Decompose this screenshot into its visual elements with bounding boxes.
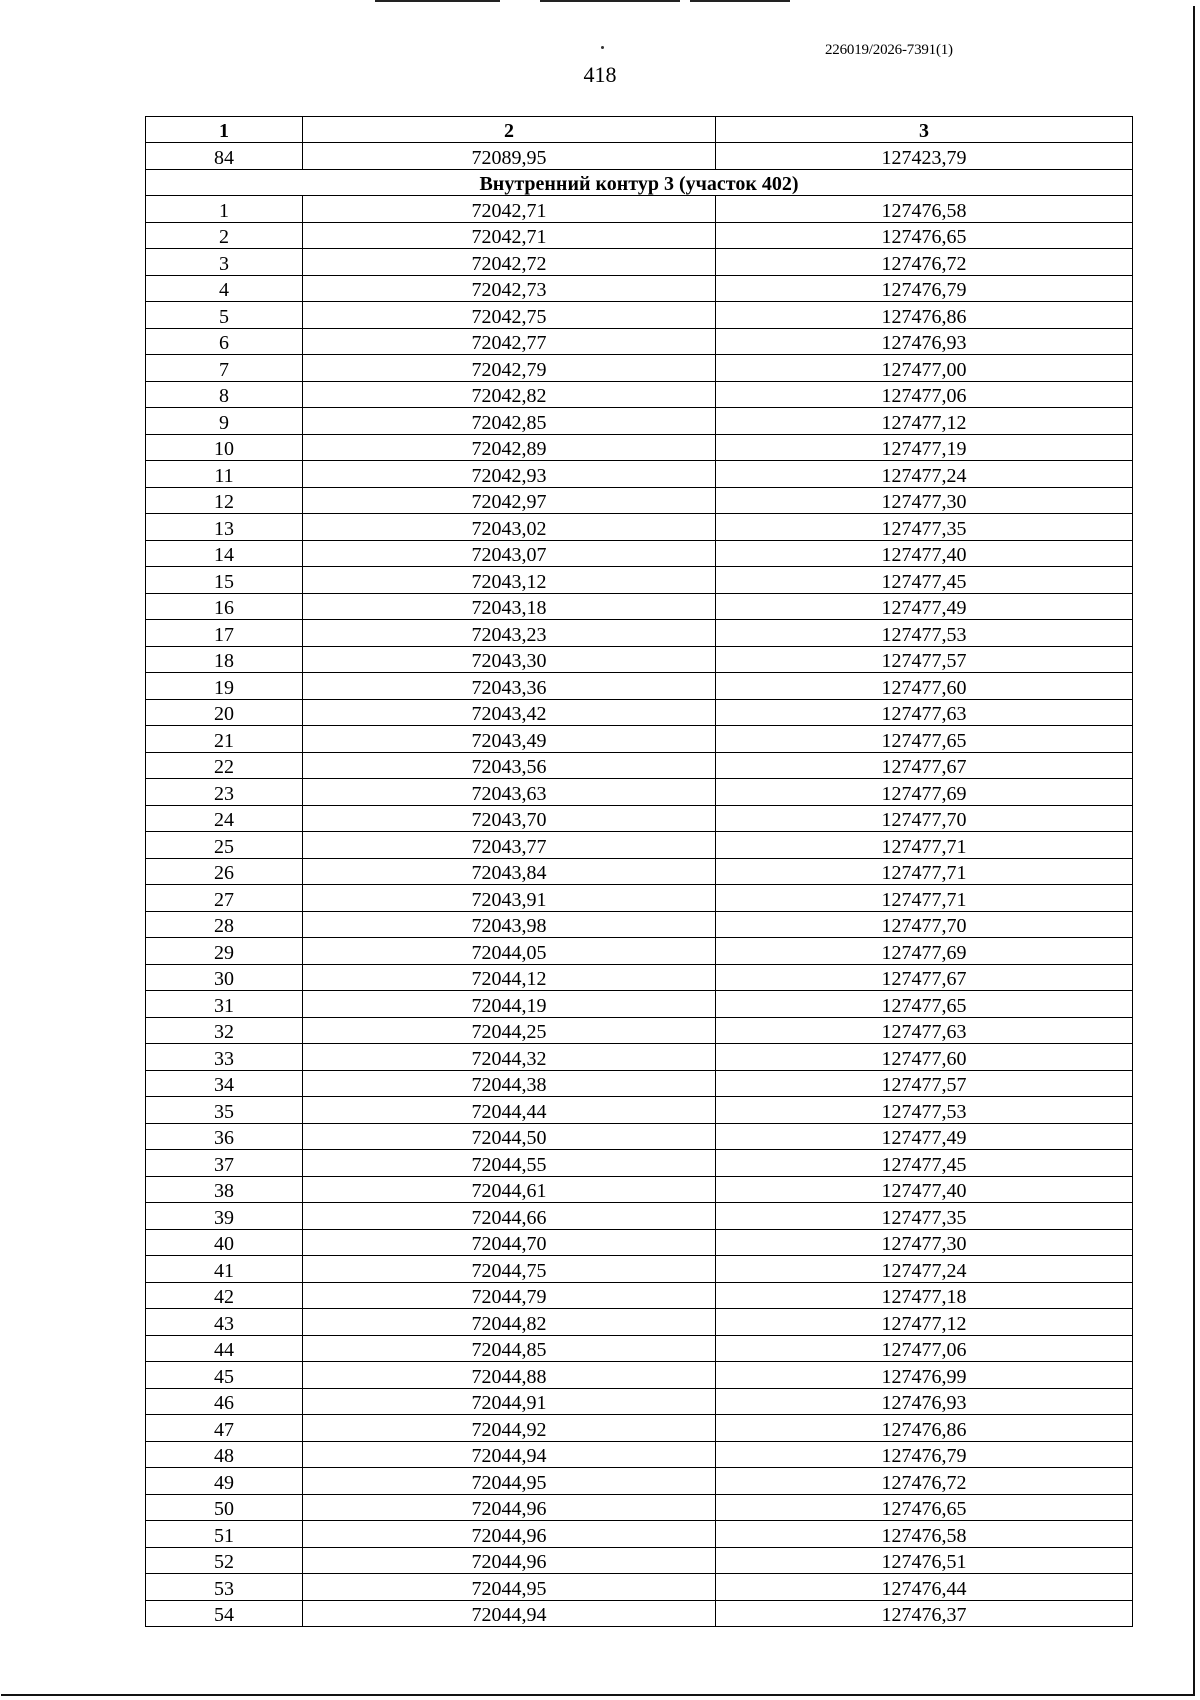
point-number: 27: [146, 885, 303, 912]
coordinate-y: 127477,06: [716, 1335, 1133, 1362]
coordinates-table: [145, 116, 1133, 1627]
coordinate-y: 127476,37: [716, 1600, 1133, 1627]
coordinate-y: 127476,72: [716, 1468, 1133, 1495]
point-number: 51: [146, 1521, 303, 1548]
coordinate-x: 72044,85: [303, 1335, 716, 1362]
coordinate-x: 72043,98: [303, 911, 716, 938]
coordinate-x: 72042,77: [303, 328, 716, 355]
column-header-1: 1: [146, 117, 303, 143]
coordinate-x: 72043,23: [303, 620, 716, 647]
coordinate-y: 127476,58: [716, 196, 1133, 223]
coordinate-x: 72042,85: [303, 408, 716, 435]
table-row: [146, 991, 1133, 1018]
point-number: 24: [146, 805, 303, 832]
coordinate-y: 127477,49: [716, 593, 1133, 620]
coordinate-x: 72044,94: [303, 1600, 716, 1627]
coordinate-x: 72044,79: [303, 1282, 716, 1309]
coordinate-y: 127477,53: [716, 620, 1133, 647]
coordinate-x: 72044,88: [303, 1362, 716, 1389]
point-number: 31: [146, 991, 303, 1018]
table-row: [146, 911, 1133, 938]
coordinate-y: 127476,44: [716, 1574, 1133, 1601]
table-row: [146, 1388, 1133, 1415]
coordinate-y: 127477,30: [716, 1229, 1133, 1256]
table-row: [146, 1547, 1133, 1574]
coordinate-y: 127476,93: [716, 328, 1133, 355]
coordinate-y: 127477,63: [716, 1017, 1133, 1044]
table-row: [146, 461, 1133, 488]
point-number: 5: [146, 302, 303, 329]
point-number: 30: [146, 964, 303, 991]
coordinate-x: 72042,72: [303, 249, 716, 276]
coordinate-y: 127477,00: [716, 355, 1133, 382]
point-number: 84: [146, 143, 303, 170]
coordinate-y: 127476,99: [716, 1362, 1133, 1389]
point-number: 19: [146, 673, 303, 700]
point-number: 13: [146, 514, 303, 541]
coordinate-y: 127477,71: [716, 858, 1133, 885]
coordinate-x: 72043,84: [303, 858, 716, 885]
table-row: [146, 858, 1133, 885]
table-row: [146, 514, 1133, 541]
table-row: [146, 1097, 1133, 1124]
coordinate-x: 72042,89: [303, 434, 716, 461]
point-number: 3: [146, 249, 303, 276]
coordinate-x: 72043,36: [303, 673, 716, 700]
coordinate-y: 127477,70: [716, 805, 1133, 832]
coordinate-x: 72044,95: [303, 1468, 716, 1495]
table-header-row: [146, 117, 1133, 143]
point-number: 28: [146, 911, 303, 938]
table-row: [146, 249, 1133, 276]
coordinate-y: 127477,57: [716, 1070, 1133, 1097]
point-number: 20: [146, 699, 303, 726]
point-number: 32: [146, 1017, 303, 1044]
coordinate-y: 127477,60: [716, 1044, 1133, 1071]
coordinate-x: 72044,25: [303, 1017, 716, 1044]
point-number: 36: [146, 1123, 303, 1150]
coordinate-x: 72042,75: [303, 302, 716, 329]
coordinate-y: 127477,40: [716, 540, 1133, 567]
page-number: 418: [583, 62, 617, 87]
table-row: [146, 302, 1133, 329]
coordinate-y: 127476,79: [716, 275, 1133, 302]
table-row: [146, 1282, 1133, 1309]
table-row: [146, 1468, 1133, 1495]
table-row: [146, 805, 1133, 832]
table-row: [146, 196, 1133, 223]
coordinate-x: 72044,75: [303, 1256, 716, 1283]
point-number: 49: [146, 1468, 303, 1495]
coordinate-x: 72044,96: [303, 1521, 716, 1548]
coordinate-y: 127477,40: [716, 1176, 1133, 1203]
column-header-3: 3: [716, 117, 1133, 143]
point-number: 39: [146, 1203, 303, 1230]
table-row: [146, 540, 1133, 567]
coordinate-x: 72043,12: [303, 567, 716, 594]
coordinate-y: 127477,69: [716, 938, 1133, 965]
coordinate-y: 127477,63: [716, 699, 1133, 726]
table-row: [146, 1044, 1133, 1071]
point-number: 42: [146, 1282, 303, 1309]
coordinate-y: 127477,45: [716, 567, 1133, 594]
coordinate-x: 72043,30: [303, 646, 716, 673]
point-number: 35: [146, 1097, 303, 1124]
coordinate-x: 72044,12: [303, 964, 716, 991]
point-number: 18: [146, 646, 303, 673]
coordinate-y: 127477,12: [716, 1309, 1133, 1336]
point-number: 17: [146, 620, 303, 647]
table-row: [146, 434, 1133, 461]
point-number: 50: [146, 1494, 303, 1521]
coordinate-x: 72044,32: [303, 1044, 716, 1071]
column-header-2: 2: [303, 117, 716, 143]
point-number: 11: [146, 461, 303, 488]
point-number: 4: [146, 275, 303, 302]
coordinate-x: 72044,96: [303, 1547, 716, 1574]
table-row: [146, 381, 1133, 408]
point-number: 38: [146, 1176, 303, 1203]
document-reference: 226019/2026-7391(1): [825, 42, 953, 58]
point-number: 40: [146, 1229, 303, 1256]
coordinate-x: 72043,91: [303, 885, 716, 912]
coordinate-x: 72042,79: [303, 355, 716, 382]
point-number: 46: [146, 1388, 303, 1415]
coordinate-x: 72089,95: [303, 143, 716, 170]
coordinate-x: 72043,07: [303, 540, 716, 567]
table-row: [146, 355, 1133, 382]
table-row: [146, 620, 1133, 647]
point-number: 33: [146, 1044, 303, 1071]
coordinate-x: 72044,19: [303, 991, 716, 1018]
point-number: 25: [146, 832, 303, 859]
table-row: [146, 1362, 1133, 1389]
table-row: [146, 699, 1133, 726]
point-number: 10: [146, 434, 303, 461]
coordinate-x: 72043,02: [303, 514, 716, 541]
section-title: Внутренний контур 3 (участок 402): [146, 169, 1133, 196]
coordinate-y: 127477,71: [716, 832, 1133, 859]
coordinate-x: 72042,71: [303, 196, 716, 223]
point-number: 1: [146, 196, 303, 223]
scan-artifact-line: [540, 0, 680, 2]
point-number: 37: [146, 1150, 303, 1177]
table-row: [146, 1574, 1133, 1601]
point-number: 12: [146, 487, 303, 514]
table-row: [146, 408, 1133, 435]
coordinate-x: 72043,63: [303, 779, 716, 806]
point-number: 14: [146, 540, 303, 567]
point-number: 43: [146, 1309, 303, 1336]
table-row: [146, 1415, 1133, 1442]
coordinate-y: 127476,65: [716, 222, 1133, 249]
coordinate-y: 127476,51: [716, 1547, 1133, 1574]
scan-artifact-line: [430, 0, 500, 2]
table-row: [146, 1229, 1133, 1256]
coordinate-x: 72044,38: [303, 1070, 716, 1097]
table-row: [146, 143, 1133, 170]
point-number: 45: [146, 1362, 303, 1389]
coordinate-y: 127477,65: [716, 726, 1133, 753]
coordinate-x: 72044,50: [303, 1123, 716, 1150]
coordinate-y: 127476,65: [716, 1494, 1133, 1521]
point-number: 48: [146, 1441, 303, 1468]
table-row: [146, 275, 1133, 302]
table-row: [146, 1335, 1133, 1362]
coordinate-y: 127476,72: [716, 249, 1133, 276]
point-number: 8: [146, 381, 303, 408]
point-number: 47: [146, 1415, 303, 1442]
coordinate-y: 127476,93: [716, 1388, 1133, 1415]
coordinate-x: 72044,82: [303, 1309, 716, 1336]
coordinate-x: 72044,95: [303, 1574, 716, 1601]
coordinate-y: 127477,60: [716, 673, 1133, 700]
coordinate-y: 127477,57: [716, 646, 1133, 673]
coordinate-x: 72042,82: [303, 381, 716, 408]
coordinate-y: 127477,35: [716, 514, 1133, 541]
coordinate-x: 72044,92: [303, 1415, 716, 1442]
table-row: [146, 885, 1133, 912]
coordinate-x: 72043,49: [303, 726, 716, 753]
table-row: [146, 487, 1133, 514]
point-number: 44: [146, 1335, 303, 1362]
coordinate-x: 72042,93: [303, 461, 716, 488]
coordinate-y: 127477,24: [716, 1256, 1133, 1283]
coordinate-x: 72044,94: [303, 1441, 716, 1468]
point-number: 2: [146, 222, 303, 249]
table-row: [146, 1070, 1133, 1097]
coordinate-x: 72044,96: [303, 1494, 716, 1521]
table-row: [146, 1150, 1133, 1177]
table-row: [146, 1176, 1133, 1203]
coordinate-y: 127477,24: [716, 461, 1133, 488]
point-number: 54: [146, 1600, 303, 1627]
point-number: 6: [146, 328, 303, 355]
coordinate-x: 72043,18: [303, 593, 716, 620]
table-row: [146, 567, 1133, 594]
coordinate-y: 127477,69: [716, 779, 1133, 806]
table-row: [146, 1309, 1133, 1336]
table-row: [146, 646, 1133, 673]
point-number: 23: [146, 779, 303, 806]
table-row: [146, 752, 1133, 779]
coordinate-x: 72043,56: [303, 752, 716, 779]
coordinate-x: 72042,97: [303, 487, 716, 514]
coordinate-y: 127477,12: [716, 408, 1133, 435]
point-number: 41: [146, 1256, 303, 1283]
table-row: [146, 1441, 1133, 1468]
point-number: 34: [146, 1070, 303, 1097]
coordinate-x: 72044,44: [303, 1097, 716, 1124]
coordinate-y: 127476,79: [716, 1441, 1133, 1468]
table-row: [146, 832, 1133, 859]
coordinate-y: 127477,65: [716, 991, 1133, 1018]
section-title-row: [146, 169, 1133, 196]
point-number: 15: [146, 567, 303, 594]
coordinate-y: 127477,67: [716, 752, 1133, 779]
coordinate-y: 127477,19: [716, 434, 1133, 461]
point-number: 22: [146, 752, 303, 779]
coordinate-y: 127477,35: [716, 1203, 1133, 1230]
coordinate-y: 127476,86: [716, 302, 1133, 329]
coordinate-x: 72044,61: [303, 1176, 716, 1203]
coordinate-y: 127423,79: [716, 143, 1133, 170]
coordinate-y: 127477,06: [716, 381, 1133, 408]
point-number: 16: [146, 593, 303, 620]
point-number: 52: [146, 1547, 303, 1574]
coordinate-y: 127477,70: [716, 911, 1133, 938]
table-row: [146, 593, 1133, 620]
point-number: 9: [146, 408, 303, 435]
point-number: 21: [146, 726, 303, 753]
coordinate-y: 127477,18: [716, 1282, 1133, 1309]
table-row: [146, 938, 1133, 965]
table-row: [146, 964, 1133, 991]
point-number: 7: [146, 355, 303, 382]
coordinate-x: 72044,55: [303, 1150, 716, 1177]
coordinate-y: 127477,67: [716, 964, 1133, 991]
coordinate-x: 72043,77: [303, 832, 716, 859]
coordinate-y: 127477,71: [716, 885, 1133, 912]
table-row: [146, 673, 1133, 700]
coordinate-x: 72043,42: [303, 699, 716, 726]
table-row: [146, 726, 1133, 753]
scan-artifact-line: [375, 0, 430, 2]
coordinate-y: 127477,53: [716, 1097, 1133, 1124]
coordinate-x: 72044,66: [303, 1203, 716, 1230]
coordinate-x: 72044,70: [303, 1229, 716, 1256]
table-row: [146, 1600, 1133, 1627]
scan-artifact-line: [690, 0, 790, 2]
scan-dot: [601, 46, 604, 49]
point-number: 29: [146, 938, 303, 965]
coordinate-y: 127477,45: [716, 1150, 1133, 1177]
point-number: 26: [146, 858, 303, 885]
table-row: [146, 1494, 1133, 1521]
table-row: [146, 1017, 1133, 1044]
coordinate-x: 72043,70: [303, 805, 716, 832]
point-number: 53: [146, 1574, 303, 1601]
coordinate-x: 72042,71: [303, 222, 716, 249]
table-row: [146, 328, 1133, 355]
table-row: [146, 1123, 1133, 1150]
table-row: [146, 1521, 1133, 1548]
coordinate-y: 127477,49: [716, 1123, 1133, 1150]
coordinate-y: 127476,86: [716, 1415, 1133, 1442]
table-row: [146, 1256, 1133, 1283]
table-row: [146, 779, 1133, 806]
table-row: [146, 222, 1133, 249]
coordinate-y: 127476,58: [716, 1521, 1133, 1548]
coordinate-y: 127477,30: [716, 487, 1133, 514]
coordinate-x: 72042,73: [303, 275, 716, 302]
table-row: [146, 1203, 1133, 1230]
coordinate-x: 72044,91: [303, 1388, 716, 1415]
coordinate-x: 72044,05: [303, 938, 716, 965]
